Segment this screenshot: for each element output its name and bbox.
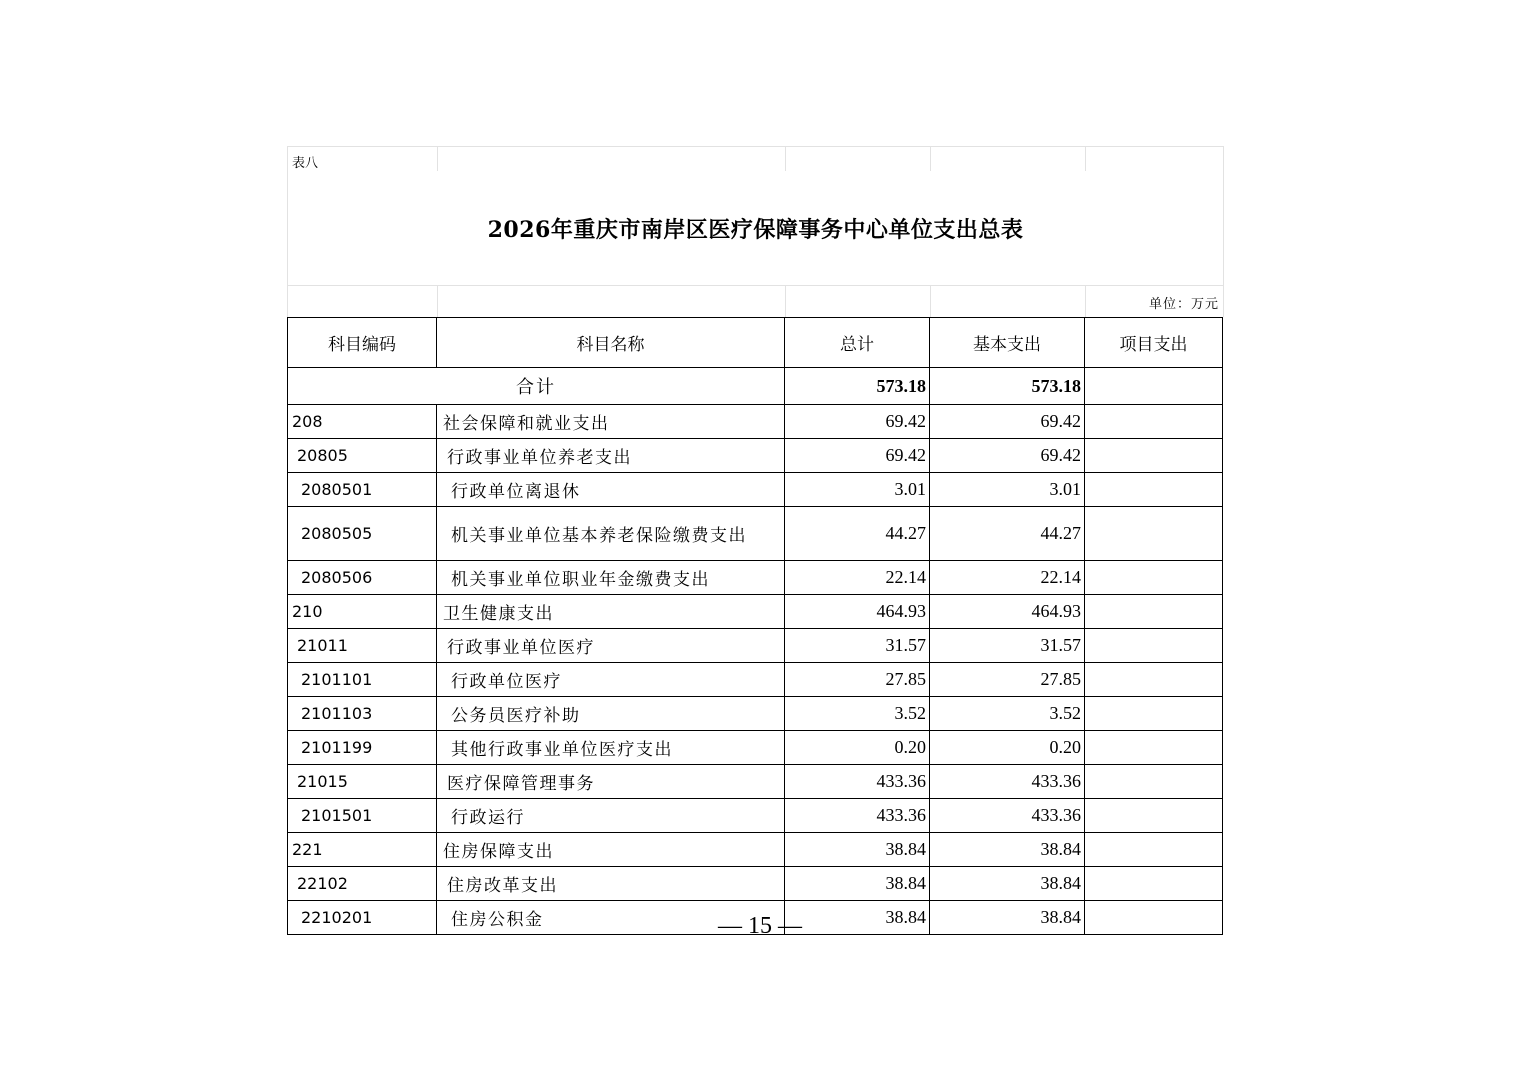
row-total: 38.84 (785, 901, 930, 935)
row-total: 38.84 (785, 833, 930, 867)
header-project: 项目支出 (1085, 318, 1223, 368)
table-row (288, 595, 1223, 629)
header-basic: 基本支出 (930, 318, 1085, 368)
row-project (1085, 629, 1223, 663)
row-basic: 3.52 (930, 697, 1085, 731)
page-title: 2026年重庆市南岸区医疗保障事务中心单位支出总表 (487, 217, 1024, 243)
row-code: 21015 (288, 765, 437, 799)
row-project (1085, 833, 1223, 867)
row-basic: 69.42 (930, 405, 1085, 439)
row-basic: 69.42 (930, 439, 1085, 473)
row-name: 其他行政事业单位医疗支出 (437, 731, 785, 765)
row-total: 44.27 (785, 507, 930, 561)
row-project (1085, 439, 1223, 473)
row-project (1085, 867, 1223, 901)
row-project (1085, 765, 1223, 799)
row-code: 2101101 (288, 663, 437, 697)
table-header-row (288, 318, 1223, 368)
row-total: 27.85 (785, 663, 930, 697)
row-name: 行政运行 (437, 799, 785, 833)
row-total: 433.36 (785, 799, 930, 833)
table-row (288, 765, 1223, 799)
row-name: 行政单位离退休 (437, 473, 785, 507)
row-code: 2080506 (288, 561, 437, 595)
row-name: 机关事业单位基本养老保险缴费支出 (437, 507, 785, 561)
row-name: 医疗保障管理事务 (437, 765, 785, 799)
row-basic: 464.93 (930, 595, 1085, 629)
row-project (1085, 663, 1223, 697)
sheet-header-area (287, 146, 1224, 317)
row-code: 22102 (288, 867, 437, 901)
row-total: 464.93 (785, 595, 930, 629)
row-total: 22.14 (785, 561, 930, 595)
row-total: 433.36 (785, 765, 930, 799)
row-code: 20805 (288, 439, 437, 473)
total-row (288, 368, 1223, 405)
table-row (288, 697, 1223, 731)
table-row (288, 507, 1223, 561)
row-name: 住房保障支出 (437, 833, 785, 867)
table-row (288, 867, 1223, 901)
table-row (288, 473, 1223, 507)
row-name: 住房公积金 (437, 901, 785, 935)
row-name: 卫生健康支出 (437, 595, 785, 629)
row-basic: 38.84 (930, 833, 1085, 867)
table-row (288, 799, 1223, 833)
row-project (1085, 561, 1223, 595)
row-code: 210 (288, 595, 437, 629)
row-name: 行政事业单位医疗 (437, 629, 785, 663)
row-project (1085, 405, 1223, 439)
row-basic: 433.36 (930, 765, 1085, 799)
row-code: 2101501 (288, 799, 437, 833)
expenditure-table (287, 317, 1223, 935)
total-label: 合计 (288, 368, 785, 405)
row-basic: 31.57 (930, 629, 1085, 663)
page-number: — 15 — (718, 913, 802, 939)
row-basic: 22.14 (930, 561, 1085, 595)
row-total: 3.01 (785, 473, 930, 507)
row-basic: 44.27 (930, 507, 1085, 561)
header-name: 科目名称 (437, 318, 785, 368)
row-basic: 3.01 (930, 473, 1085, 507)
expenditure-sheet (287, 146, 1222, 935)
row-project (1085, 595, 1223, 629)
total-project (1085, 368, 1223, 405)
row-code: 2080505 (288, 507, 437, 561)
row-basic: 0.20 (930, 731, 1085, 765)
row-total: 69.42 (785, 405, 930, 439)
row-project (1085, 731, 1223, 765)
row-total: 0.20 (785, 731, 930, 765)
row-code: 21011 (288, 629, 437, 663)
table-row (288, 629, 1223, 663)
row-name: 公务员医疗补助 (437, 697, 785, 731)
header-total: 总计 (785, 318, 930, 368)
row-name: 住房改革支出 (437, 867, 785, 901)
row-code: 221 (288, 833, 437, 867)
row-name: 社会保障和就业支出 (437, 405, 785, 439)
row-project (1085, 799, 1223, 833)
row-code: 2101103 (288, 697, 437, 731)
row-total: 38.84 (785, 867, 930, 901)
row-project (1085, 697, 1223, 731)
total-basic: 573.18 (930, 368, 1085, 405)
total-total: 573.18 (785, 368, 930, 405)
unit-label: 单位：万元 (1148, 297, 1219, 312)
table-row (288, 405, 1223, 439)
table-row (288, 833, 1223, 867)
row-code: 2210201 (288, 901, 437, 935)
table-label: 表八 (292, 156, 319, 171)
row-code: 2101199 (288, 731, 437, 765)
table-row (288, 663, 1223, 697)
header-code: 科目编码 (288, 318, 437, 368)
row-project (1085, 473, 1223, 507)
row-basic: 38.84 (930, 867, 1085, 901)
row-name: 行政单位医疗 (437, 663, 785, 697)
table-row (288, 561, 1223, 595)
row-project (1085, 507, 1223, 561)
row-total: 69.42 (785, 439, 930, 473)
row-basic: 27.85 (930, 663, 1085, 697)
row-basic: 433.36 (930, 799, 1085, 833)
table-row (288, 439, 1223, 473)
row-basic: 38.84 (930, 901, 1085, 935)
row-total: 31.57 (785, 629, 930, 663)
row-code: 208 (288, 405, 437, 439)
table-row (288, 731, 1223, 765)
row-total: 3.52 (785, 697, 930, 731)
row-name: 行政事业单位养老支出 (437, 439, 785, 473)
row-name: 机关事业单位职业年金缴费支出 (437, 561, 785, 595)
row-code: 2080501 (288, 473, 437, 507)
